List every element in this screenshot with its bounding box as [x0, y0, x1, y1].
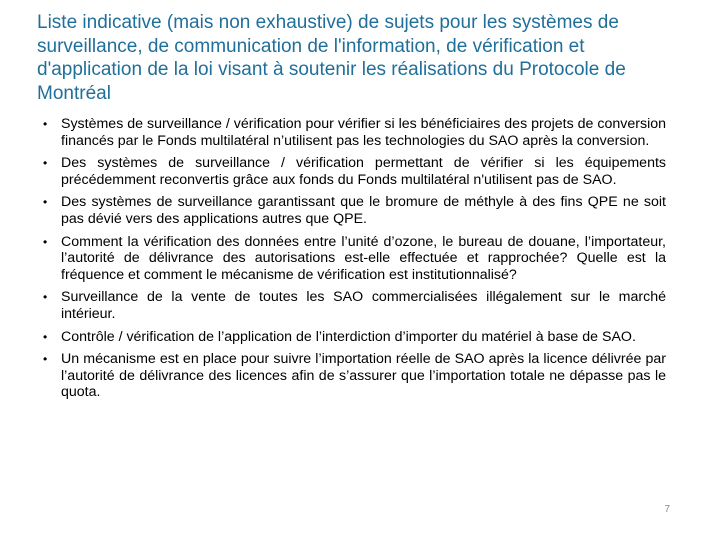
page-number: 7	[664, 504, 670, 515]
bullet-icon: •	[43, 117, 48, 131]
bullet-item-7	[40, 351, 666, 401]
bullet-item-6	[40, 329, 666, 346]
bullet-text: Des systèmes de surveillance garantissant que le bromure de méthyle à des fins QPE ne soit pas dévié vers des applications autres que QPE.	[61, 194, 666, 227]
bullet-list	[40, 116, 666, 407]
bullet-text: Surveillance de la vente de toutes les SAO commercialisées illégalement sur le marché intérieur.	[61, 289, 666, 322]
bullet-icon: •	[43, 195, 48, 210]
bullet-item-3	[40, 194, 666, 227]
bullet-item-4	[40, 234, 666, 284]
bullet-text: Contrôle / vérification de l’application de l’interdiction d’importer du matériel à base de SAO.	[61, 328, 636, 345]
bullet-icon: •	[43, 234, 48, 249]
bullet-text: Des systèmes de surveillance / vérification permettant de vérifier si les équipements précédemment reconvertis grâce aux fonds du Fonds multilatéral n'utilisent pas de SAO.	[61, 155, 666, 188]
slide-title: Liste indicative (mais non exhaustive) de sujets pour les systèmes de surveillance, de communication de l'information, de vérification et d'application de la loi visant à soutenir les réalisations du Protocole de Montréal	[37, 12, 626, 104]
bullet-text: Comment la vérification des données entre l’unité d’ozone, le bureau de douane, l’importateur, l’autorité de délivrance des autorisations est-elle effectuée et rapprochée? Quelle est la fréquence et comment le mécanisme de vérification est institutionnalisé?	[61, 233, 666, 283]
bullet-item-2	[40, 155, 666, 188]
bullet-icon: •	[43, 290, 48, 305]
bullet-text: Systèmes de surveillance / vérification pour vérifier si les bénéficiaires des projets de conversion financés par le Fonds multilatéral n’utilisent pas les technologies du SAO après la conversion.	[61, 116, 666, 149]
bullet-icon: •	[43, 352, 48, 367]
bullet-icon: •	[43, 156, 48, 171]
bullet-item-1	[40, 116, 666, 149]
bullet-icon: •	[43, 329, 48, 344]
bullet-item-5	[40, 289, 666, 322]
bullet-text: Un mécanisme est en place pour suivre l’importation réelle de SAO après la licence délivrée par l’autorité de délivrance des licences afin de s’assurer que l’importation totale ne dépasse pas le quota.	[61, 351, 666, 401]
